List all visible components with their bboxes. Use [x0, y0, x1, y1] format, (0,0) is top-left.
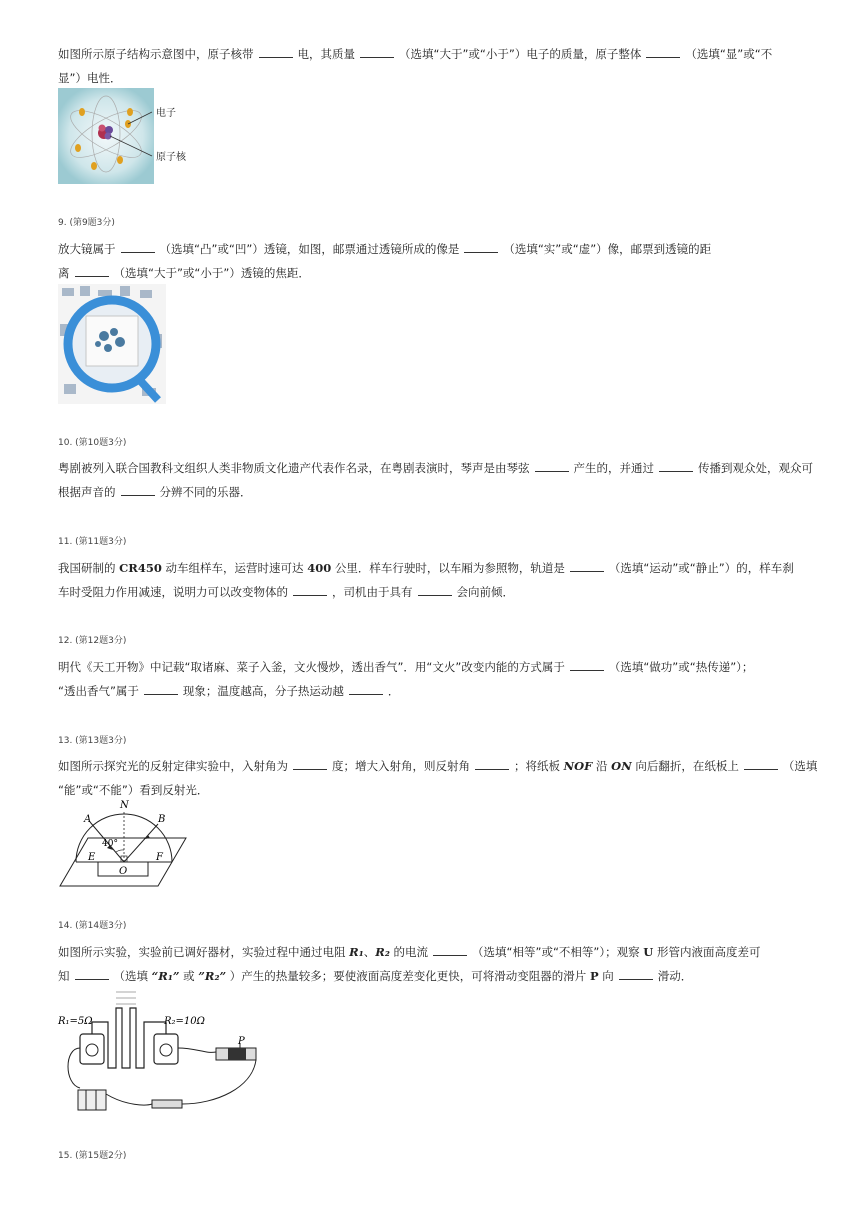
text-segment: 根据声音的 [58, 485, 116, 499]
resistor-r1: R₁ [349, 945, 364, 959]
question-text-line2 [58, 580, 810, 604]
question-13-header: 13. (第13题3分) [58, 736, 127, 746]
text-segment: （选填“运动”或“静止”）的，样车刹 [608, 561, 794, 575]
text-segment: 会向前倾． [456, 585, 514, 599]
label-nucleus: 原子核 [156, 152, 186, 163]
question-11 [58, 556, 810, 604]
question-13 [58, 754, 818, 802]
text-segment: 、 [363, 945, 376, 959]
atom-structure-figure [58, 88, 198, 184]
answer-blank[interactable] [464, 240, 498, 253]
text-segment: 如图所示探究光的反射定律实验中，入射角为 [58, 759, 288, 773]
answer-blank[interactable] [744, 757, 778, 770]
model-name: CR450 [119, 561, 162, 575]
question-15-header: 15. (第15题2分) [58, 1151, 127, 1161]
label-A: A [84, 814, 92, 825]
question-9 [58, 237, 810, 285]
text-segment: （选填“大于”或“小于”）透镜的焦距． [113, 266, 310, 280]
answer-blank[interactable] [293, 583, 327, 596]
question-text-line2 [58, 679, 810, 703]
question-text [58, 754, 818, 778]
text-segment: 分辨不同的乐器． [159, 485, 252, 499]
text-segment: （选填“实”或“虚”）像，邮票到透镜的距 [503, 242, 712, 256]
label-p: P [238, 1036, 245, 1047]
label-O: O [119, 866, 128, 877]
text-segment: 我国研制的 [58, 561, 116, 575]
answer-blank[interactable] [144, 682, 178, 695]
question-text-line2: “能”或“不能”）看到反射光． [58, 783, 209, 797]
joule-heating-circuit-figure [56, 988, 266, 1118]
question-9-header: 9. (第9题3分) [58, 218, 115, 228]
answer-blank[interactable] [349, 682, 383, 695]
answer-blank[interactable] [433, 943, 467, 956]
question-14-header: 14. (第14题3分) [58, 921, 127, 931]
label-B: B [158, 814, 166, 825]
resistor-r2: R₂ [375, 945, 390, 959]
text-segment: 或 [183, 969, 195, 983]
text-segment: （选填“凸”或“凹”）透镜，如图，邮票通过透镜所成的像是 [159, 242, 460, 256]
text-segment: 现象；温度越高，分子热运动越 [182, 684, 344, 698]
text-segment: （选填“做功”或“热传递”）； [608, 660, 754, 674]
label-angle: 40° [102, 839, 118, 849]
text-segment: 放大镜属于 [58, 242, 116, 256]
text-segment: （选填 [113, 969, 148, 983]
question-text-line2: 显”）电性． [58, 71, 122, 85]
text-segment: （选填“相等”或“不相等”）；观察 [472, 945, 640, 959]
question-12 [58, 655, 810, 703]
answer-blank[interactable] [121, 240, 155, 253]
question-text [58, 556, 810, 580]
text-segment: 度；增大入射角，则反射角 [332, 759, 470, 773]
label-E: E [88, 852, 96, 863]
text-segment: 电，其质量 [297, 47, 355, 61]
label-N: N [120, 800, 129, 811]
label-r2: R₂=10Ω [164, 1016, 205, 1027]
question-8 [58, 42, 810, 90]
text-segment: 明代《天工开物》中记载“取诸麻、菜子入釜，文火慢炒，透出香气”．用“文火”改变内能的方式属于 [58, 660, 565, 674]
text-segment: “透出香气”属于 [58, 684, 139, 698]
question-11-header: 11. (第11题3分) [58, 537, 127, 547]
question-text [58, 237, 810, 261]
text-segment: 滑动． [657, 969, 693, 983]
text-segment: 沿 [596, 759, 608, 773]
answer-blank[interactable] [418, 583, 452, 596]
board-name: NOF [563, 759, 593, 773]
text-segment: 产生的，并通过 [573, 461, 654, 475]
question-text-line2 [58, 480, 810, 504]
label-electron: 电子 [156, 108, 176, 119]
text-segment: （选填“大于”或“小于”）电子的质量，原子整体 [399, 47, 642, 61]
text-segment: 的电流 [393, 945, 429, 959]
text-segment: 传播到观众处，观众可 [698, 461, 813, 475]
text-segment: 如图所示实验，实验前已调好器材，实验过程中通过电阻 [58, 945, 346, 959]
option-r1: “R₁” [151, 969, 180, 983]
text-segment: （选填 [782, 759, 818, 773]
question-14 [58, 940, 810, 988]
question-text-line2 [58, 261, 810, 285]
text-segment: 向 [602, 969, 614, 983]
magnifier-stamp-figure [58, 284, 166, 404]
option-r2: ”R₂” [198, 969, 227, 983]
answer-blank[interactable] [570, 658, 604, 671]
reflection-experiment-figure [58, 800, 188, 890]
text-segment: 向后翻折，在纸板上 [635, 759, 739, 773]
answer-blank[interactable] [75, 264, 109, 277]
question-10-header: 10. (第10题3分) [58, 438, 127, 448]
text-segment: （选填“显”或“不 [685, 47, 773, 61]
text-segment: 粤剧被列入联合国教科文组织人类非物质文化遗产代表作名录，在粤剧表演时，琴声是由琴弦 [58, 461, 530, 475]
answer-blank[interactable] [259, 45, 293, 58]
text-segment: 车时受阻力作用减速，说明力可以改变物体的 [58, 585, 288, 599]
question-12-header: 12. (第12题3分) [58, 636, 127, 646]
line-name: ON [611, 759, 632, 773]
text-segment: ；将纸板 [514, 759, 560, 773]
question-text [58, 655, 810, 679]
question-text [58, 456, 813, 480]
answer-blank[interactable] [121, 483, 155, 496]
question-text [58, 42, 810, 66]
answer-blank[interactable] [659, 459, 693, 472]
text-segment: ，司机由于具有 [332, 585, 413, 599]
question-text-line2 [58, 964, 810, 988]
answer-blank[interactable] [293, 757, 327, 770]
text-segment: ． [387, 684, 400, 698]
text-segment: 知 [58, 969, 70, 983]
answer-blank[interactable] [570, 559, 604, 572]
text-segment: 离 [58, 266, 70, 280]
label-r1: R₁=5Ω [58, 1016, 93, 1027]
answer-blank[interactable] [360, 45, 394, 58]
answer-blank[interactable] [75, 967, 109, 980]
speed-value: 400 [307, 561, 332, 575]
text-segment: 形管内液面高度差可 [656, 945, 761, 959]
answer-blank[interactable] [619, 967, 653, 980]
answer-blank[interactable] [535, 459, 569, 472]
question-10 [58, 456, 813, 504]
label-F: F [156, 852, 163, 863]
question-text [58, 940, 810, 964]
text-segment: 动车组样车，运营时速可达 [165, 561, 304, 575]
slider-p: P [589, 969, 599, 983]
u-tube-label: U [643, 945, 654, 959]
answer-blank[interactable] [646, 45, 680, 58]
answer-blank[interactable] [475, 757, 509, 770]
text-segment: ）产生的热量较多；要使液面高度差变化更快，可将滑动变阻器的滑片 [229, 969, 587, 983]
text-segment: 公里．样车行驶时，以车厢为参照物，轨道是 [334, 561, 565, 575]
text-segment: 如图所示原子结构示意图中，原子核带 [58, 47, 254, 61]
